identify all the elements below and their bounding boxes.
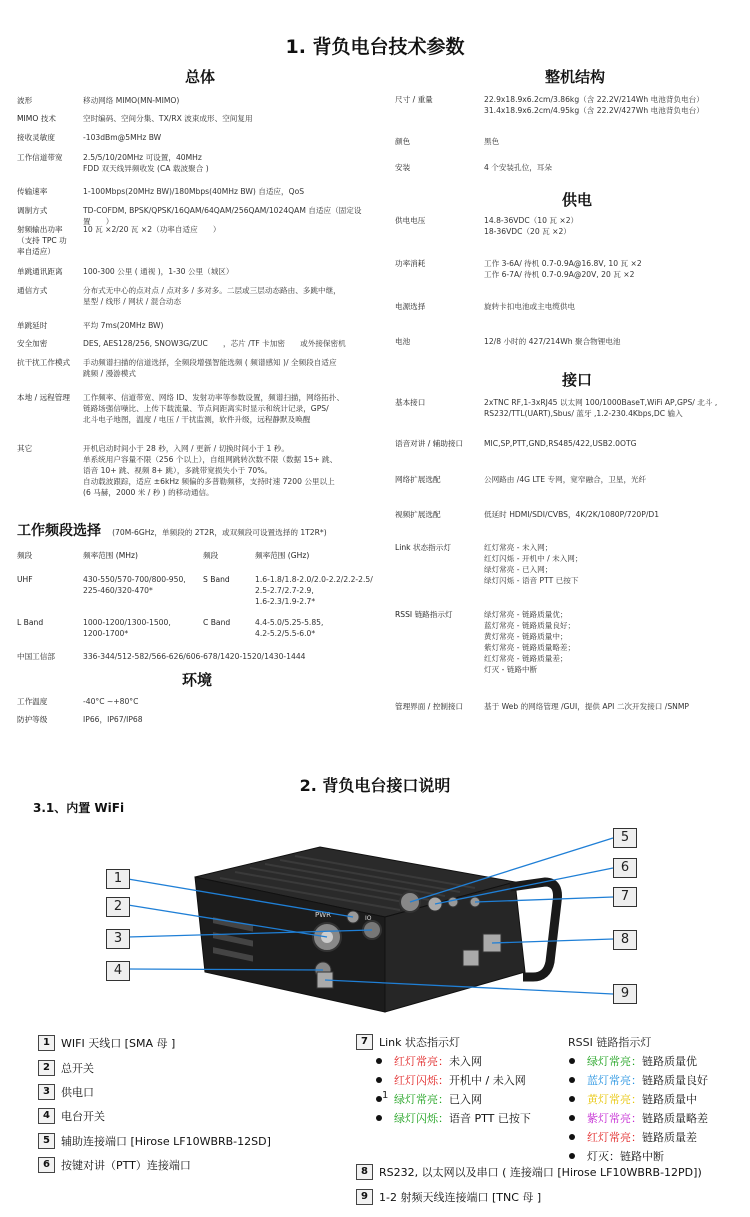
power-value: 工作 3-6A/ 待机 0.7-0.9A@16.8V, 10 瓦 ×2 工作 6-7A/ 待机 0.7-0.9A@20V, 20 瓦 ×2 [484,259,642,279]
env-label: 工作温度 [17,697,48,706]
section-general-heading: 总体 [185,68,216,86]
interface-value: 2xTNC RF,1-3xRJ45 以太网 100/1000BaseT,WiFi AP,GPS/ 北斗 , RS232/TTL(UART),Sbus/ 蓝牙 ,1.2-230.4Kbps,DC 输入 [484,398,718,418]
freq-header-cell: 频段 [17,551,33,560]
freq-range: 4.4-5.0/5.25-5.85, 4.2-5.2/5.5-6.0* [255,618,324,638]
interface-label: 视频扩展选配 [395,510,441,519]
spec-label: 单跳通讯距离 [17,267,63,276]
spec-label: 波形 [17,96,33,105]
spec-label: 安全加密 [17,339,48,348]
callout-2: 2 [106,897,130,917]
spec-label: 射频输出功率 （支持 TPC 功 率自适应） [17,225,67,256]
bullet-dot [569,1153,575,1159]
interface-label: 基本接口 [395,398,426,407]
interface-value: 基于 Web 的网络管理 /GUI，提供 API 二次开发接口 /SNMP [484,702,689,711]
spec-label: 传输速率 [17,187,48,196]
env-value: IP66，IP67/IP68 [83,715,143,724]
stray-mark: 1 [382,1090,389,1101]
interface-label: 网络扩展选配 [395,475,441,484]
legend-num: 6 [38,1157,55,1173]
spec-value: 分布式无中心的点对点 / 点对多 / 多对多。二层或三层动态路由、多跳中继， 星型 / 线形 / 网状 / 混合动态 [83,286,341,306]
spec-value: 开机启动时间小于 28 秒，入网 / 更新 / 切换时间小于 1 秒。 单系统用户容量不限（256 个以上），自组网跳转次数不限（数据 15+ 跳、 语音 10+ 跳、视频 8+ 跳），多跳带宽损失小于 70%。 自动载波跟踪，适应 ±6kHz 频偏的多普勒频移，支持时速 7200 公里以上 (6 马赫，2000 米 / 秒 ) 的移动通信。 [83,444,338,497]
bullet-dot [569,1096,575,1102]
structure-label: 尺寸 / 重量 [395,95,433,104]
spec-label: 本地 / 远程管理 [17,393,70,402]
legend-9 [356,1189,541,1205]
spec-label: 接收灵敏度 [17,133,55,142]
structure-value: 黑色 [484,137,500,146]
legend-7 [356,1034,460,1050]
freq-band: S Band [203,575,230,584]
pwr-label: PWR [315,911,332,919]
link-state: 红灯常亮： [394,1055,449,1068]
link-item [376,1091,482,1107]
interface-value: 红灯常亮 - 未入网； 红灯闪烁 - 开机中 / 未入网； 绿灯常亮 - 已入网； 绿灯闪烁 - 语音 PTT 已按下 [484,543,583,585]
power-value: 14.8-36VDC（10 瓦 ×2） 18-36VDC（20 瓦 ×2） [484,216,579,236]
rssi-item [569,1091,697,1107]
link-desc: 语音 PTT 已按下 [449,1112,531,1125]
spec-value: TD-COFDM, BPSK/QPSK/16QAM/64QAM/256QAM/1024QAM 自适应（固定设置 ） [83,206,362,226]
freq-band: UHF [17,575,33,584]
bullet-dot [376,1058,382,1064]
spec-value: 工作频率、信道带宽、网络 ID、发射功率等参数设置，频谱扫描，网络拓扑、 链路场强信噪比、上传下载流量、节点间距离实时显示和统计记录，GPS/ 北斗电子地图，温度 / 电压 / 干扰监测，软件升级，远程静默及唤醒 [83,393,345,424]
legend-text: 电台开关 [61,1110,105,1123]
callout-1: 1 [106,869,130,889]
spec-label: 其它 [17,444,33,453]
env-value: -40°C ~+80°C [83,697,139,706]
callout-9: 9 [613,984,637,1004]
freq-band: L Band [17,618,44,627]
rssi-state: 绿灯常亮： [587,1055,642,1068]
tnc-port-2 [463,950,479,966]
section-env-heading: 环境 [182,671,213,689]
legend-text: WIFI 天线口 [SMA 母 ] [61,1037,176,1050]
spec-label: 通信方式 [17,286,48,295]
spec-value: 手动频谱扫描的信道选择，全频段增强智能选频 ( 频谱感知 )/ 全频段自适应 跳频 / 漫游模式 [83,358,337,378]
interface-label: RSSI 链路指示灯 [395,610,453,619]
rssi-desc: 链路质量差 [642,1131,697,1144]
legend-num: 5 [38,1133,55,1149]
legend-item [38,1108,105,1124]
bullet-dot [376,1077,382,1083]
section-power-heading: 供电 [562,191,593,209]
legend-item [38,1157,191,1173]
rssi-desc: 链路中断 [620,1150,664,1163]
spec-value: 移动网络 MIMO(MN-MIMO) [83,96,180,105]
wifi-title: 3.1、内置 WiFi [33,801,125,815]
bullet-dot [569,1058,575,1064]
rssi-desc: 链路质量略差 [642,1112,708,1125]
env-label: 防护等级 [17,715,48,724]
freq-cn-label: 中国工信部 [17,652,55,661]
freq-header-cell: 频率范围 (GHz) [255,551,310,560]
legend-item [38,1035,175,1051]
freq-band: C Band [203,618,231,627]
legend-text: 总开关 [61,1062,94,1075]
callout-3: 3 [106,929,130,949]
bullet-dot [569,1077,575,1083]
rssi-state: 灯灭： [587,1150,620,1163]
legend-8-num: 8 [356,1164,373,1180]
power-label: 电源选择 [395,302,426,311]
structure-label: 颜色 [395,137,411,146]
freq-header-cell: 频段 [203,551,219,560]
page-title: 1. 背负电台技术参数 [285,36,465,58]
link-item [376,1072,526,1088]
legend-num: 2 [38,1060,55,1076]
spec-value: -103dBm@5MHz BW [83,133,162,142]
legend-8-text: RS232, 以太网以及串口 ( 连接端口 [Hirose LF10WBRB-12PD]) [379,1166,702,1179]
legend-text: 供电口 [61,1086,94,1099]
interface-value: MIC,SP,PTT,GND,RS485/422,USB2.0OTG [484,439,637,448]
power-value: 12/8 小时的 427/214Wh 聚合物锂电池 [484,337,621,346]
interface-label: 管理界面 / 控制接口 [395,702,464,711]
rssi-title: RSSI 链路指示灯 [568,1036,652,1049]
legend-num: 4 [38,1108,55,1124]
power-value: 旋转卡扣电池或主电缆供电 [484,302,576,311]
bullet-dot [376,1115,382,1121]
structure-value: 22.9x18.9x6.2cm/3.86kg（含 22.2V/214Wh 电池背负电台） 31.4x18.9x6.2cm/4.95kg（含 22.2V/427Wh 电池背负电台） [484,95,704,115]
freq-range: 1.6-1.8/1.8-2.0/2.0-2.2/2.2-2.5/ 2.5-2.7/2.7-2.9, 1.6-2.3/1.9-2.7* [255,575,373,606]
io-label: IO [365,915,372,922]
spec-value: 平均 7ms(20MHz BW) [83,321,164,330]
rssi-item [569,1110,708,1126]
link-desc: 开机中 / 未入网 [449,1074,526,1087]
freq-header-cell: 频率范围 (MHz) [83,551,138,560]
link-desc: 未入网 [449,1055,482,1068]
freq-title: 工作频段选择 [17,523,101,539]
rssi-desc: 链路质量良好 [642,1074,708,1087]
freq-range: 430-550/570-700/800-950, 225-460/320-470* [83,575,186,595]
power-label: 电池 [395,337,411,346]
spec-label: 工作信道带宽 [17,153,63,162]
section-structure-heading: 整机结构 [545,68,606,86]
rssi-item [569,1129,697,1145]
legend-7-num: 7 [356,1034,373,1050]
spec-value: 100-300 公里 ( 通视 )，1-30 公里（城区） [83,267,234,276]
legend-text: 辅助连接端口 [Hirose LF10WBRB-12SD] [61,1135,271,1148]
legend-item [38,1060,94,1076]
spec-value: 10 瓦 ×2/20 瓦 ×2（功率自适应 ） [83,225,221,234]
legend-text: 按键对讲（PTT）连接端口 [61,1159,191,1172]
structure-label: 安装 [395,163,411,172]
spec-value: 2.5/5/10/20MHz 可设置，40MHz FDD 双天线异频收发 (CA 载波聚合 ) [83,153,209,173]
interface-value: 低延时 HDMI/SDI/CVBS，4K/2K/1080P/720P/D1 [484,510,660,519]
callout-7: 7 [613,887,637,907]
spec-label: MIMO 技术 [17,114,56,123]
spec-label: 抗干扰工作模式 [17,358,71,367]
rssi-state: 黄灯常亮： [587,1093,642,1106]
interface-label: Link 状态指示灯 [395,543,451,552]
callout-4: 4 [106,961,130,981]
device-diagram [95,822,650,1032]
freq-heading [17,520,327,540]
callout-8: 8 [613,930,637,950]
rssi-item [569,1053,697,1069]
legend-item [38,1084,94,1100]
rssi-item [569,1072,708,1088]
link-state: 绿灯闪烁： [394,1112,449,1125]
rssi-desc: 链路质量优 [642,1055,697,1068]
link-state: 绿灯常亮： [394,1093,449,1106]
link-desc: 已入网 [449,1093,482,1106]
rssi-state: 蓝灯常亮： [587,1074,642,1087]
power-label: 功率消耗 [395,259,426,268]
spec-value: DES, AES128/256, SNOW3G/ZUC ，芯片 /TF 卡加密 或外接保密机 [83,339,346,348]
legend-num: 3 [38,1084,55,1100]
legend-9-text: 1-2 射频天线连接端口 [TNC 母 ] [379,1191,542,1204]
section2-title: 2. 背负电台接口说明 [299,776,451,795]
link-item [376,1053,482,1069]
link-item [376,1110,531,1126]
legend-9-num: 9 [356,1189,373,1205]
legend-8 [356,1164,702,1180]
rssi-item [569,1148,664,1164]
interface-value: 绿灯常亮 - 链路质量优； 蓝灯常亮 - 链路质量良好； 黄灯常亮 - 链路质量中； 紫灯常亮 - 链路质量略差； 红灯常亮 - 链路质量差； 灯灭 - 链路中断 [484,610,576,674]
callout-5: 5 [613,828,637,848]
bullet-dot [569,1115,575,1121]
link-led [448,897,458,907]
rssi-state: 紫灯常亮： [587,1112,642,1125]
rssi-state: 红灯常亮： [587,1131,642,1144]
interface-value: 公网路由 /4G LTE 专网，宽窄融合，卫星，光纤 [484,475,647,484]
structure-value: 4 个安装孔位，耳朵 [484,163,552,172]
freq-note: (70M-6GHz，单频段的 2T2R，或双频段可设置选择的 1T2R*) [112,528,327,537]
bullet-dot [569,1134,575,1140]
freq-cn-value: 336-344/512-582/566-626/606-678/1420-1520/1430-1444 [83,652,306,661]
callout-6: 6 [613,858,637,878]
freq-range: 1000-1200/1300-1500, 1200-1700* [83,618,171,638]
spec-label: 单跳延时 [17,321,48,330]
rssi-desc: 链路质量中 [642,1093,697,1106]
spec-value: 1-100Mbps(20MHz BW)/180Mbps(40MHz BW) 自适应，QoS [83,187,305,196]
power-label: 供电电压 [395,216,426,225]
interface-label: 语音对讲 / 辅助接口 [395,439,464,448]
spec-label: 调制方式 [17,206,48,215]
legend-num: 1 [38,1035,55,1051]
legend-item [38,1133,271,1149]
link-state: 红灯闪烁： [394,1074,449,1087]
legend-7-text: Link 状态指示灯 [379,1036,461,1049]
section-interface-heading: 接口 [562,371,593,389]
spec-value: 空时编码、空间分集、TX/RX 波束成形、空间复用 [83,114,253,123]
